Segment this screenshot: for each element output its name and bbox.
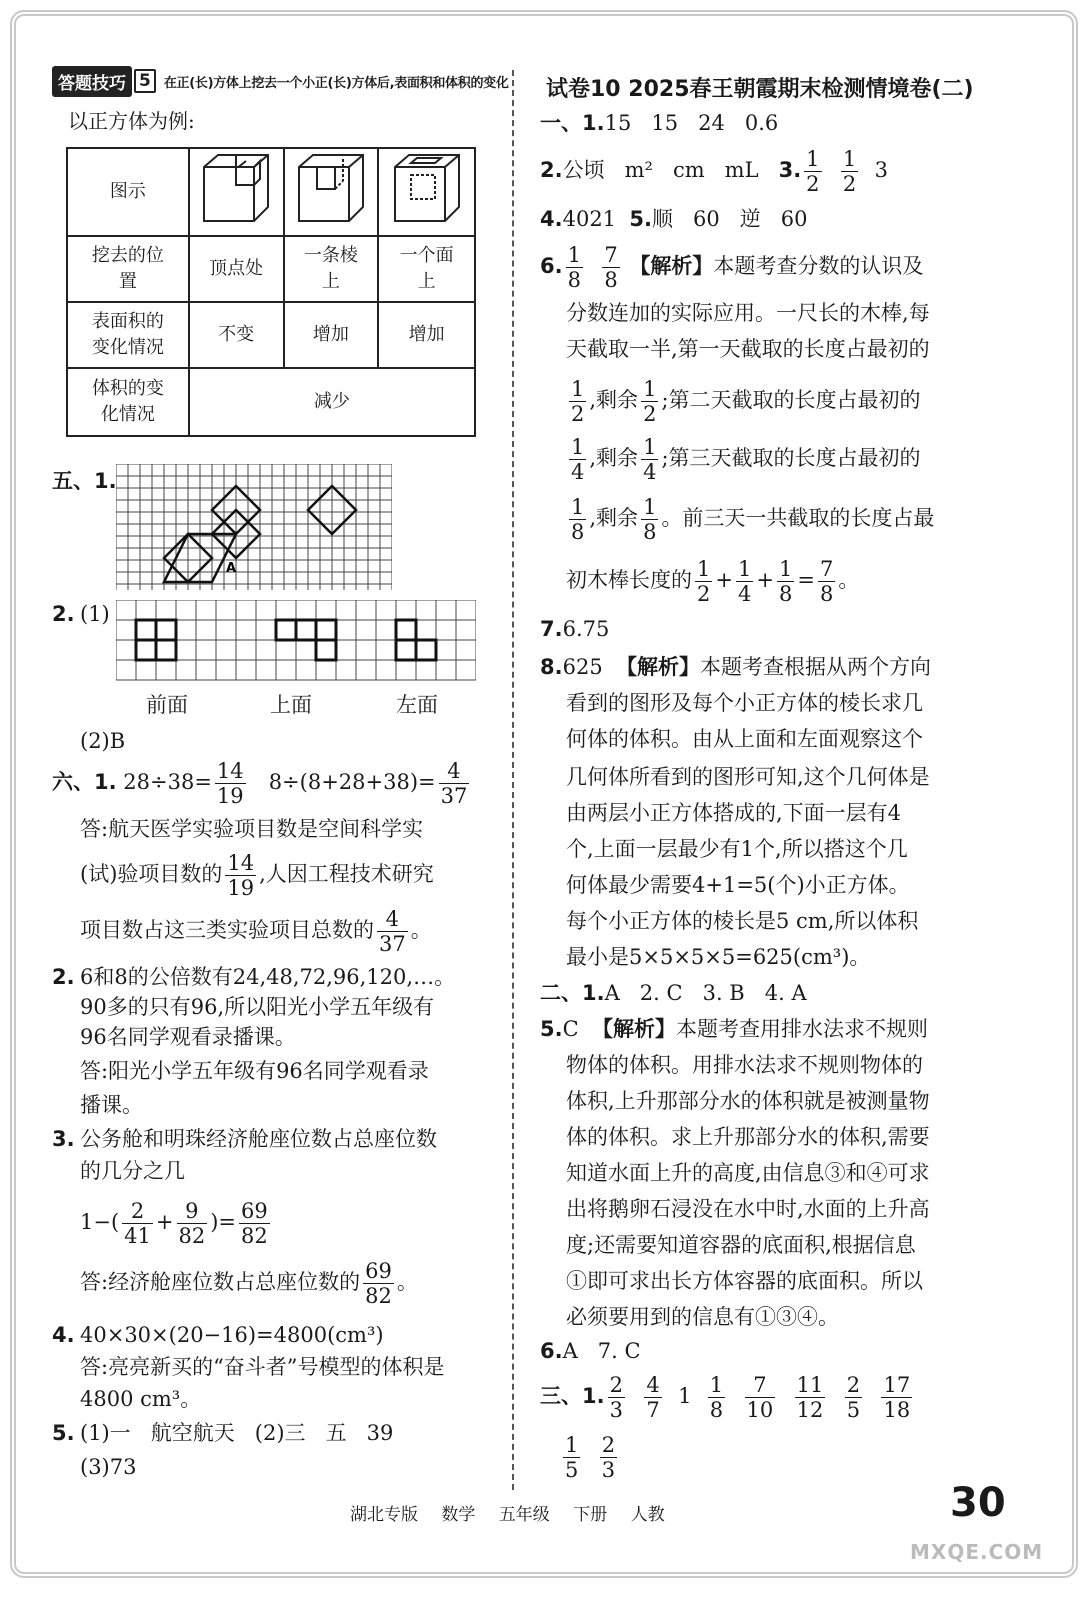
answer-line: 何体最少需要4+1=5(个)小正方体。 bbox=[566, 873, 910, 897]
answer-line: 答:阳光小学五年级有96名同学观看录 bbox=[80, 1059, 429, 1083]
answer-line: 看到的图形及每个小正方体的棱长求几 bbox=[566, 691, 923, 715]
table-cell: 表面积的变化情况 bbox=[67, 302, 189, 368]
answer-line: 5.C 【解析】本题考查用排水法求不规则 bbox=[540, 1017, 929, 1041]
answer-line: 4.4021 5.顺 60 逆 60 bbox=[540, 207, 808, 231]
answer-line: 个,上面一层最少有1个,所以搭这个几 bbox=[566, 837, 908, 861]
fraction: $\frac{4}{7}$ bbox=[646, 1373, 660, 1422]
answer-line: 6.A 7. C bbox=[540, 1339, 641, 1363]
views-grid-figure bbox=[116, 600, 476, 686]
cube-edge-cut-figure bbox=[284, 148, 379, 236]
question-number: 2. bbox=[52, 602, 75, 626]
answer-line: 公务舱和明珠经济舱座位数占总座位数 bbox=[80, 1127, 437, 1151]
fraction: $\frac{69}{82}$ bbox=[241, 1199, 268, 1248]
fraction: $\frac{1}{2}$ bbox=[643, 377, 657, 426]
answer-line: 90多的只有96,所以阳光小学五年级有 bbox=[80, 995, 435, 1019]
fraction: $\frac{17}{18}$ bbox=[883, 1373, 911, 1422]
fraction: $\frac{1}{4}$ bbox=[643, 435, 657, 484]
column-divider bbox=[512, 70, 514, 1490]
answer-line: 由两层小正方体搭成的,下面一层有4 bbox=[566, 801, 902, 825]
answer-line: 最小是5×5×5×5=625(cm³)。 bbox=[566, 945, 871, 969]
table-cell: 体积的变化情况 bbox=[67, 368, 189, 436]
answer-line bbox=[560, 1428, 620, 1484]
fraction: $\frac{2}{3}$ bbox=[609, 1373, 623, 1422]
answer-line: 6. $\frac{1}{8}$ $\frac{7}{8}$ 【解析】本题考查分数的认识及 bbox=[540, 243, 924, 292]
answer-line: 度;还需要知道容器的底面积,根据信息 bbox=[566, 1233, 916, 1257]
table-cell: 挖去的位置 bbox=[67, 236, 189, 302]
answer-line: 6和8的公倍数有24,48,72,96,120,…。 bbox=[80, 965, 456, 989]
fraction: $\frac{7}{8}$ bbox=[604, 243, 618, 292]
answer-line: 播课。 bbox=[80, 1093, 143, 1117]
page-number: 30 bbox=[950, 1480, 1006, 1526]
answer-line: 4800 cm³。 bbox=[80, 1387, 202, 1411]
watermark-text: MXQE.COM bbox=[910, 1540, 1044, 1564]
answer-text: (2)B bbox=[80, 729, 126, 753]
answer-line: 六、1. 28÷38= $\frac{14}{19}$ 8÷(8+28+38)= $\frac{4}{37}$ bbox=[52, 759, 468, 808]
answer-line: 必须要用到的信息有①③④。 bbox=[566, 1305, 839, 1329]
tip-number: 5 bbox=[134, 69, 156, 93]
question-number: 2. bbox=[52, 965, 75, 989]
question-number: 4. bbox=[52, 1323, 75, 1347]
answer-line: (1)一 航空航天 (2)三 五 39 bbox=[80, 1421, 394, 1445]
answer-line: 二、1.A 2. C 3. B 4. A bbox=[540, 981, 807, 1005]
cube-corner-cut-figure bbox=[189, 148, 284, 236]
rotation-grid-figure bbox=[116, 464, 392, 592]
answer-line: ①即可求出长方体容器的底面积。所以 bbox=[566, 1269, 923, 1293]
answer-line: 几何体所看到的图形可知,这个几何体是 bbox=[566, 765, 930, 789]
fraction: $\frac{11}{12}$ bbox=[796, 1373, 824, 1422]
fraction: $\frac{1}{2}$ bbox=[842, 147, 857, 196]
answer-line: 7.6.75 bbox=[540, 617, 610, 641]
fraction: $\frac{1}{4}$ bbox=[571, 435, 585, 484]
fraction: $\frac{1}{2}$ bbox=[806, 147, 820, 196]
answer-line: 何体的体积。由从上面和左面观察这个 bbox=[566, 727, 923, 751]
table-cell: 增加 bbox=[284, 302, 379, 368]
tip-banner bbox=[52, 66, 509, 96]
page-footer: 湖北专版 数学 五年级 下册 人教 bbox=[350, 1505, 665, 1525]
table-cell: 图示 bbox=[67, 148, 189, 236]
answer-line: 初木棒长度的 $\frac{1}{2}$ + $\frac{1}{4}$ + $\frac{1}{8}$ = $\frac{7}{8}$ 。 bbox=[566, 557, 860, 606]
fraction: $\frac{1}{8}$ bbox=[709, 1373, 724, 1422]
answer-line: 三、1. $\frac{2}{3}$ $\frac{4}{7}$ 1 $\frac{1}{8}$ $\frac{7}{10}$ $\frac{11}{12}$ $\frac{2}{5}$ $\frac{17}{18}$ bbox=[540, 1373, 911, 1422]
answer-line: 40×30×(20−16)=4800(cm³) bbox=[80, 1323, 384, 1347]
answer-line: 96名同学观看录播课。 bbox=[80, 1025, 296, 1049]
answer-line: (3)73 bbox=[80, 1455, 137, 1479]
sub-label: (1) bbox=[80, 602, 110, 626]
answer-line: 出将鹅卵石浸没在水中时,水面的上升高 bbox=[566, 1197, 930, 1221]
answer-line: 项目数占这三类实验项目总数的 $\frac{4}{37}$ 。 bbox=[80, 907, 432, 956]
fraction: $\frac{69}{82}$ bbox=[365, 1259, 392, 1308]
answer-line: 8.625 【解析】本题考查根据从两个方向 bbox=[540, 655, 932, 679]
answer-line: 答:经济舱座位数占总座位数的 $\frac{69}{82}$ 。 bbox=[80, 1259, 418, 1308]
answer-line: $\frac{1}{4}$ ,剩余 $\frac{1}{4}$ ;第三天截取的长度占最初的 bbox=[571, 435, 921, 484]
view-label-left: 左面 bbox=[396, 693, 438, 717]
fraction: $\frac{1}{8}$ bbox=[567, 243, 581, 292]
tip-badge: 答题技巧 bbox=[52, 66, 132, 97]
fraction: $\frac{1}{8}$ bbox=[643, 495, 657, 544]
answer-line: $\frac{1}{2}$ ,剩余 $\frac{1}{2}$ ;第二天截取的长度占最初的 bbox=[571, 377, 921, 426]
point-label: A bbox=[226, 561, 237, 576]
answer-line: 体的体积。求上升那部分水的体积,需要 bbox=[566, 1125, 930, 1149]
answer-line: (试)验项目数的 $\frac{14}{19}$ ,人因工程技术研究 bbox=[80, 851, 434, 900]
fraction: $\frac{4}{37}$ bbox=[379, 907, 406, 956]
view-label-top: 上面 bbox=[270, 693, 312, 717]
fraction: $\frac{4}{37}$ bbox=[440, 759, 468, 808]
answer-line: 2.公顷 m² cm mL 3. $\frac{1}{2}$ $\frac{1}{2}$ 3 bbox=[540, 147, 889, 196]
fraction: $\frac{1}{2}$ bbox=[571, 377, 585, 426]
fraction: $\frac{2}{5}$ bbox=[846, 1373, 861, 1422]
table-cell: 增加 bbox=[378, 302, 475, 368]
table-cell: 一条棱上 bbox=[284, 236, 379, 302]
answer-line: 知道水面上升的高度,由信息③和④可求 bbox=[566, 1161, 930, 1185]
view-label-front: 前面 bbox=[146, 693, 188, 717]
answer-line: 每个小正方体的棱长是5 cm,所以体积 bbox=[566, 909, 919, 933]
intro-text: 以正方体为例: bbox=[68, 109, 195, 133]
fraction: $\frac{1}{8}$ bbox=[571, 495, 585, 544]
tip-text: 在正(长)方体上挖去一个小正(长)方体后,表面积和体积的变化 bbox=[163, 75, 509, 91]
table-cell: 一个面上 bbox=[378, 236, 475, 302]
table-cell: 不变 bbox=[189, 302, 284, 368]
answer-line: 答:航天医学实验项目数是空间科学实 bbox=[80, 817, 424, 841]
exam-title: 试卷10 2025春王朝霞期末检测情境卷(二) bbox=[546, 77, 974, 102]
fraction: $\frac{14}{19}$ bbox=[216, 759, 244, 808]
answer-line: 答:亮亮新买的“奋斗者”号模型的体积是 bbox=[80, 1355, 445, 1379]
fraction: $\frac{1}{8}$ bbox=[778, 557, 793, 606]
fraction: $\frac{2}{41}$ bbox=[124, 1199, 151, 1248]
fraction: $\frac{14}{19}$ bbox=[227, 851, 255, 900]
fraction: $\frac{1}{4}$ bbox=[737, 557, 752, 606]
answer-line: 1−( $\frac{2}{41}$ + $\frac{9}{82}$ )= $\frac{69}{82}$ bbox=[80, 1199, 268, 1248]
question-number: 3. bbox=[52, 1127, 75, 1151]
summary-table bbox=[66, 147, 476, 437]
fraction: $\frac{7}{8}$ bbox=[819, 557, 834, 606]
question-number: 五、1. bbox=[52, 469, 117, 493]
fraction: $\frac{2}{3}$ bbox=[601, 1433, 616, 1482]
answer-line: $\frac{1}{8}$ ,剩余 $\frac{1}{8}$ 。前三天一共截取的长度占最 bbox=[571, 495, 935, 544]
table-cell: 顶点处 bbox=[189, 236, 284, 302]
fraction: $\frac{1}{2}$ bbox=[697, 557, 711, 606]
answer-line: 的几分之几 bbox=[80, 1159, 185, 1183]
answer-line: 物体的体积。用排水法求不规则物体的 bbox=[566, 1053, 923, 1077]
fraction: $\frac{7}{10}$ bbox=[746, 1373, 774, 1422]
answer-line: 一、1.15 15 24 0.6 bbox=[540, 111, 779, 135]
fraction: $\frac{1}{5}$ bbox=[565, 1433, 579, 1482]
table-cell: 减少 bbox=[189, 368, 475, 436]
cube-face-cut-figure bbox=[378, 148, 475, 236]
answer-line: 体积,上升那部分水的体积就是被测量物 bbox=[566, 1089, 930, 1113]
answer-line: 天截取一半,第一天截取的长度占最初的 bbox=[566, 337, 930, 361]
fraction: $\frac{9}{82}$ bbox=[178, 1199, 206, 1248]
question-number: 5. bbox=[52, 1421, 75, 1445]
answer-line: 分数连加的实际应用。一尺长的木棒,每 bbox=[566, 301, 930, 325]
